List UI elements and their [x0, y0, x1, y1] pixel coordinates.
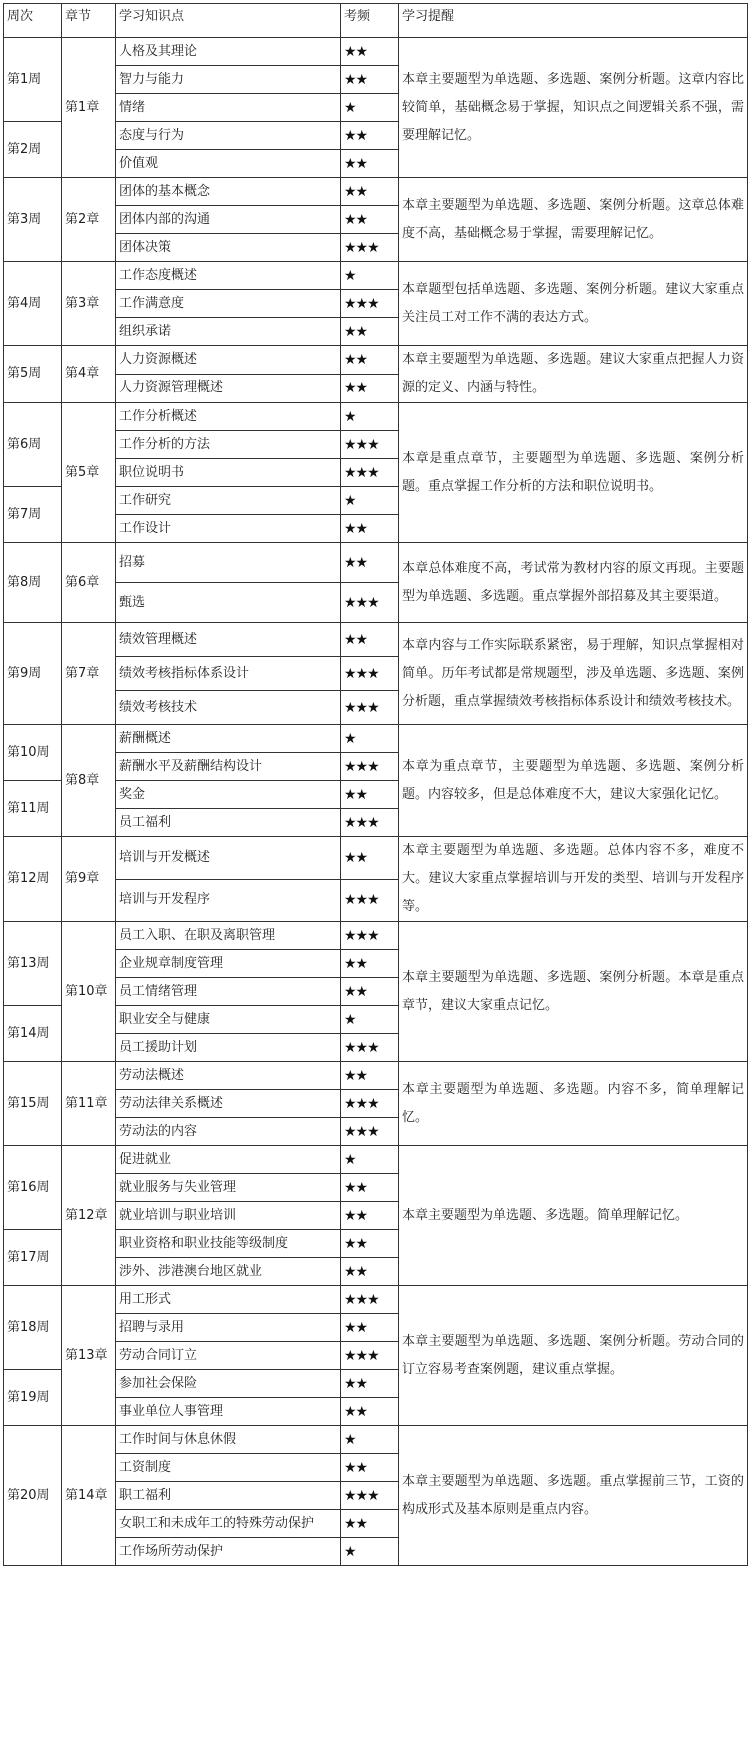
chapter-cell: 第4章 — [62, 346, 116, 403]
knowledge-point: 职位说明书 — [116, 459, 341, 487]
frequency-stars: ★★★ — [341, 1118, 399, 1146]
knowledge-point: 工作研究 — [116, 487, 341, 515]
study-tip: 本章为重点章节，主要题型为单选题、多选题、案例分析题。内容较多，但是总体难度不大，建议大家强化记忆。 — [399, 725, 748, 837]
frequency-stars: ★★ — [341, 1202, 399, 1230]
frequency-stars: ★★ — [341, 1230, 399, 1258]
week-cell: 第1周 — [4, 38, 62, 122]
knowledge-point: 事业单位人事管理 — [116, 1398, 341, 1426]
knowledge-point: 组织承诺 — [116, 318, 341, 346]
frequency-stars: ★ — [341, 725, 399, 753]
week-cell: 第5周 — [4, 346, 62, 403]
knowledge-point: 态度与行为 — [116, 122, 341, 150]
frequency-stars: ★ — [341, 1006, 399, 1034]
frequency-stars: ★ — [341, 487, 399, 515]
frequency-stars: ★★★ — [341, 583, 399, 623]
frequency-stars: ★★★ — [341, 922, 399, 950]
study-plan-table — [3, 3, 748, 1566]
frequency-stars: ★★ — [341, 1370, 399, 1398]
frequency-stars: ★ — [341, 403, 399, 431]
chapter-cell: 第6章 — [62, 543, 116, 623]
knowledge-point: 情绪 — [116, 94, 341, 122]
week-cell: 第6周 — [4, 403, 62, 487]
chapter-cell: 第10章 — [62, 922, 116, 1062]
knowledge-point: 甄选 — [116, 583, 341, 623]
week-cell: 第20周 — [4, 1426, 62, 1566]
frequency-stars: ★★ — [341, 150, 399, 178]
knowledge-point: 劳动合同订立 — [116, 1342, 341, 1370]
knowledge-point: 企业规章制度管理 — [116, 950, 341, 978]
knowledge-point: 奖金 — [116, 781, 341, 809]
knowledge-point: 工作分析的方法 — [116, 431, 341, 459]
chapter-cell: 第2章 — [62, 178, 116, 262]
table-row — [4, 725, 748, 753]
knowledge-point: 培训与开发程序 — [116, 879, 341, 922]
table-row — [4, 1146, 748, 1174]
frequency-stars: ★★ — [341, 346, 399, 375]
frequency-stars: ★★ — [341, 318, 399, 346]
frequency-stars: ★★ — [341, 66, 399, 94]
frequency-stars: ★★ — [341, 543, 399, 583]
knowledge-point: 女职工和未成年工的特殊劳动保护 — [116, 1510, 341, 1538]
knowledge-point: 人力资源概述 — [116, 346, 341, 375]
frequency-stars: ★★★ — [341, 657, 399, 691]
frequency-stars: ★ — [341, 1538, 399, 1566]
frequency-stars: ★★ — [341, 623, 399, 657]
knowledge-point: 工作场所劳动保护 — [116, 1538, 341, 1566]
table-row — [4, 1062, 748, 1090]
week-cell: 第10周 — [4, 725, 62, 781]
table-row — [4, 837, 748, 880]
frequency-stars: ★★★ — [341, 1482, 399, 1510]
study-tip: 本章内容与工作实际联系紧密，易于理解，知识点掌握相对简单。历年考试都是常规题型，涉及单选题、多选题、案例分析题，重点掌握绩效考核指标体系设计和绩效考核技术。 — [399, 623, 748, 725]
header-chapter: 章节 — [62, 4, 116, 38]
header-week: 周次 — [4, 4, 62, 38]
table-row — [4, 346, 748, 375]
week-cell: 第14周 — [4, 1006, 62, 1062]
frequency-stars: ★★ — [341, 781, 399, 809]
study-tip: 本章主要题型为单选题、多选题、案例分析题。这章内容比较简单，基础概念易于掌握，知识点之间逻辑关系不强，需要理解记忆。 — [399, 38, 748, 178]
frequency-stars: ★★ — [341, 38, 399, 66]
knowledge-point: 团体决策 — [116, 234, 341, 262]
week-cell: 第18周 — [4, 1286, 62, 1370]
chapter-cell: 第11章 — [62, 1062, 116, 1146]
knowledge-point: 团体的基本概念 — [116, 178, 341, 206]
frequency-stars: ★★ — [341, 1398, 399, 1426]
knowledge-point: 薪酬概述 — [116, 725, 341, 753]
chapter-cell: 第1章 — [62, 38, 116, 178]
knowledge-point: 员工情绪管理 — [116, 978, 341, 1006]
knowledge-point: 招募 — [116, 543, 341, 583]
week-cell: 第16周 — [4, 1146, 62, 1230]
header-freq: 考频 — [341, 4, 399, 38]
knowledge-point: 劳动法的内容 — [116, 1118, 341, 1146]
table-row — [4, 623, 748, 657]
week-cell: 第12周 — [4, 837, 62, 922]
knowledge-point: 员工援助计划 — [116, 1034, 341, 1062]
study-tip: 本章主要题型为单选题、多选题、案例分析题。这章总体难度不高，基础概念易于掌握，需要理解记忆。 — [399, 178, 748, 262]
study-tip: 本章主要题型为单选题、多选题。建议大家重点把握人力资源的定义、内涵与特性。 — [399, 346, 748, 403]
frequency-stars: ★★★ — [341, 1034, 399, 1062]
knowledge-point: 绩效考核指标体系设计 — [116, 657, 341, 691]
week-cell: 第7周 — [4, 487, 62, 543]
knowledge-point: 员工福利 — [116, 809, 341, 837]
week-cell: 第13周 — [4, 922, 62, 1006]
study-tip: 本章主要题型为单选题、多选题。重点掌握前三节，工资的构成形式及基本原则是重点内容。 — [399, 1426, 748, 1566]
study-tip: 本章主要题型为单选题、多选题。简单理解记忆。 — [399, 1146, 748, 1286]
study-tip: 本章主要题型为单选题、多选题。内容不多，简单理解记忆。 — [399, 1062, 748, 1146]
chapter-cell: 第13章 — [62, 1286, 116, 1426]
frequency-stars: ★★ — [341, 837, 399, 880]
knowledge-point: 工作时间与休息休假 — [116, 1426, 341, 1454]
knowledge-point: 培训与开发概述 — [116, 837, 341, 880]
knowledge-point: 职业安全与健康 — [116, 1006, 341, 1034]
frequency-stars: ★ — [341, 262, 399, 290]
knowledge-point: 工作分析概述 — [116, 403, 341, 431]
week-cell: 第9周 — [4, 623, 62, 725]
table-row — [4, 38, 748, 66]
week-cell: 第3周 — [4, 178, 62, 262]
table-row — [4, 1426, 748, 1454]
frequency-stars: ★★ — [341, 1062, 399, 1090]
chapter-cell: 第14章 — [62, 1426, 116, 1566]
table-row — [4, 543, 748, 583]
frequency-stars: ★★ — [341, 178, 399, 206]
frequency-stars: ★ — [341, 94, 399, 122]
chapter-cell: 第7章 — [62, 623, 116, 725]
knowledge-point: 招聘与录用 — [116, 1314, 341, 1342]
table-row — [4, 1286, 748, 1314]
knowledge-point: 绩效考核技术 — [116, 691, 341, 725]
knowledge-point: 薪酬水平及薪酬结构设计 — [116, 753, 341, 781]
knowledge-point: 工资制度 — [116, 1454, 341, 1482]
knowledge-point: 人力资源管理概述 — [116, 374, 341, 403]
knowledge-point: 工作满意度 — [116, 290, 341, 318]
week-cell: 第2周 — [4, 122, 62, 178]
frequency-stars: ★★ — [341, 374, 399, 403]
header-row — [4, 4, 748, 38]
study-tip: 本章总体难度不高，考试常为教材内容的原文再现。主要题型为单选题、多选题。重点掌握外部招募及其主要渠道。 — [399, 543, 748, 623]
frequency-stars: ★★★ — [341, 1286, 399, 1314]
frequency-stars: ★★★ — [341, 753, 399, 781]
knowledge-point: 绩效管理概述 — [116, 623, 341, 657]
knowledge-point: 促进就业 — [116, 1146, 341, 1174]
frequency-stars: ★ — [341, 1426, 399, 1454]
frequency-stars: ★★★ — [341, 879, 399, 922]
week-cell: 第4周 — [4, 262, 62, 346]
frequency-stars: ★ — [341, 1146, 399, 1174]
table-row — [4, 922, 748, 950]
frequency-stars: ★★ — [341, 1454, 399, 1482]
frequency-stars: ★★ — [341, 1258, 399, 1286]
chapter-cell: 第9章 — [62, 837, 116, 922]
table-row — [4, 403, 748, 431]
knowledge-point: 劳动法律关系概述 — [116, 1090, 341, 1118]
frequency-stars: ★★ — [341, 206, 399, 234]
frequency-stars: ★★★ — [341, 234, 399, 262]
frequency-stars: ★★★ — [341, 1342, 399, 1370]
study-tip: 本章主要题型为单选题、多选题。总体内容不多，难度不大。建议大家重点掌握培训与开发的类型、培训与开发程序等。 — [399, 837, 748, 922]
chapter-cell: 第8章 — [62, 725, 116, 837]
study-tip: 本章主要题型为单选题、多选题、案例分析题。劳动合同的订立容易考查案例题，建议重点掌握。 — [399, 1286, 748, 1426]
knowledge-point: 价值观 — [116, 150, 341, 178]
knowledge-point: 职工福利 — [116, 1482, 341, 1510]
chapter-cell: 第5章 — [62, 403, 116, 543]
table-row — [4, 262, 748, 290]
knowledge-point: 涉外、涉港澳台地区就业 — [116, 1258, 341, 1286]
knowledge-point: 劳动法概述 — [116, 1062, 341, 1090]
frequency-stars: ★★ — [341, 1510, 399, 1538]
knowledge-point: 员工入职、在职及离职管理 — [116, 922, 341, 950]
knowledge-point: 职业资格和职业技能等级制度 — [116, 1230, 341, 1258]
knowledge-point: 参加社会保险 — [116, 1370, 341, 1398]
frequency-stars: ★★★ — [341, 1090, 399, 1118]
knowledge-point: 智力与能力 — [116, 66, 341, 94]
week-cell: 第15周 — [4, 1062, 62, 1146]
frequency-stars: ★★ — [341, 122, 399, 150]
frequency-stars: ★★ — [341, 978, 399, 1006]
frequency-stars: ★★★ — [341, 431, 399, 459]
study-tip: 本章主要题型为单选题、多选题、案例分析题。本章是重点章节，建议大家重点记忆。 — [399, 922, 748, 1062]
knowledge-point: 工作设计 — [116, 515, 341, 543]
chapter-cell: 第12章 — [62, 1146, 116, 1286]
knowledge-point: 就业服务与失业管理 — [116, 1174, 341, 1202]
header-point: 学习知识点 — [116, 4, 341, 38]
frequency-stars: ★★ — [341, 515, 399, 543]
knowledge-point: 就业培训与职业培训 — [116, 1202, 341, 1230]
knowledge-point: 人格及其理论 — [116, 38, 341, 66]
frequency-stars: ★★★ — [341, 459, 399, 487]
frequency-stars: ★★ — [341, 1314, 399, 1342]
knowledge-point: 工作态度概述 — [116, 262, 341, 290]
frequency-stars: ★★★ — [341, 290, 399, 318]
study-tip: 本章是重点章节，主要题型为单选题、多选题、案例分析题。重点掌握工作分析的方法和职位说明书。 — [399, 403, 748, 543]
chapter-cell: 第3章 — [62, 262, 116, 346]
knowledge-point: 用工形式 — [116, 1286, 341, 1314]
frequency-stars: ★★ — [341, 950, 399, 978]
week-cell: 第17周 — [4, 1230, 62, 1286]
frequency-stars: ★★★ — [341, 691, 399, 725]
knowledge-point: 团体内部的沟通 — [116, 206, 341, 234]
frequency-stars: ★★★ — [341, 809, 399, 837]
week-cell: 第11周 — [4, 781, 62, 837]
table-row — [4, 178, 748, 206]
frequency-stars: ★★ — [341, 1174, 399, 1202]
header-tip: 学习提醒 — [399, 4, 748, 38]
study-tip: 本章题型包括单选题、多选题、案例分析题。建议大家重点关注员工对工作不满的表达方式。 — [399, 262, 748, 346]
week-cell: 第8周 — [4, 543, 62, 623]
week-cell: 第19周 — [4, 1370, 62, 1426]
